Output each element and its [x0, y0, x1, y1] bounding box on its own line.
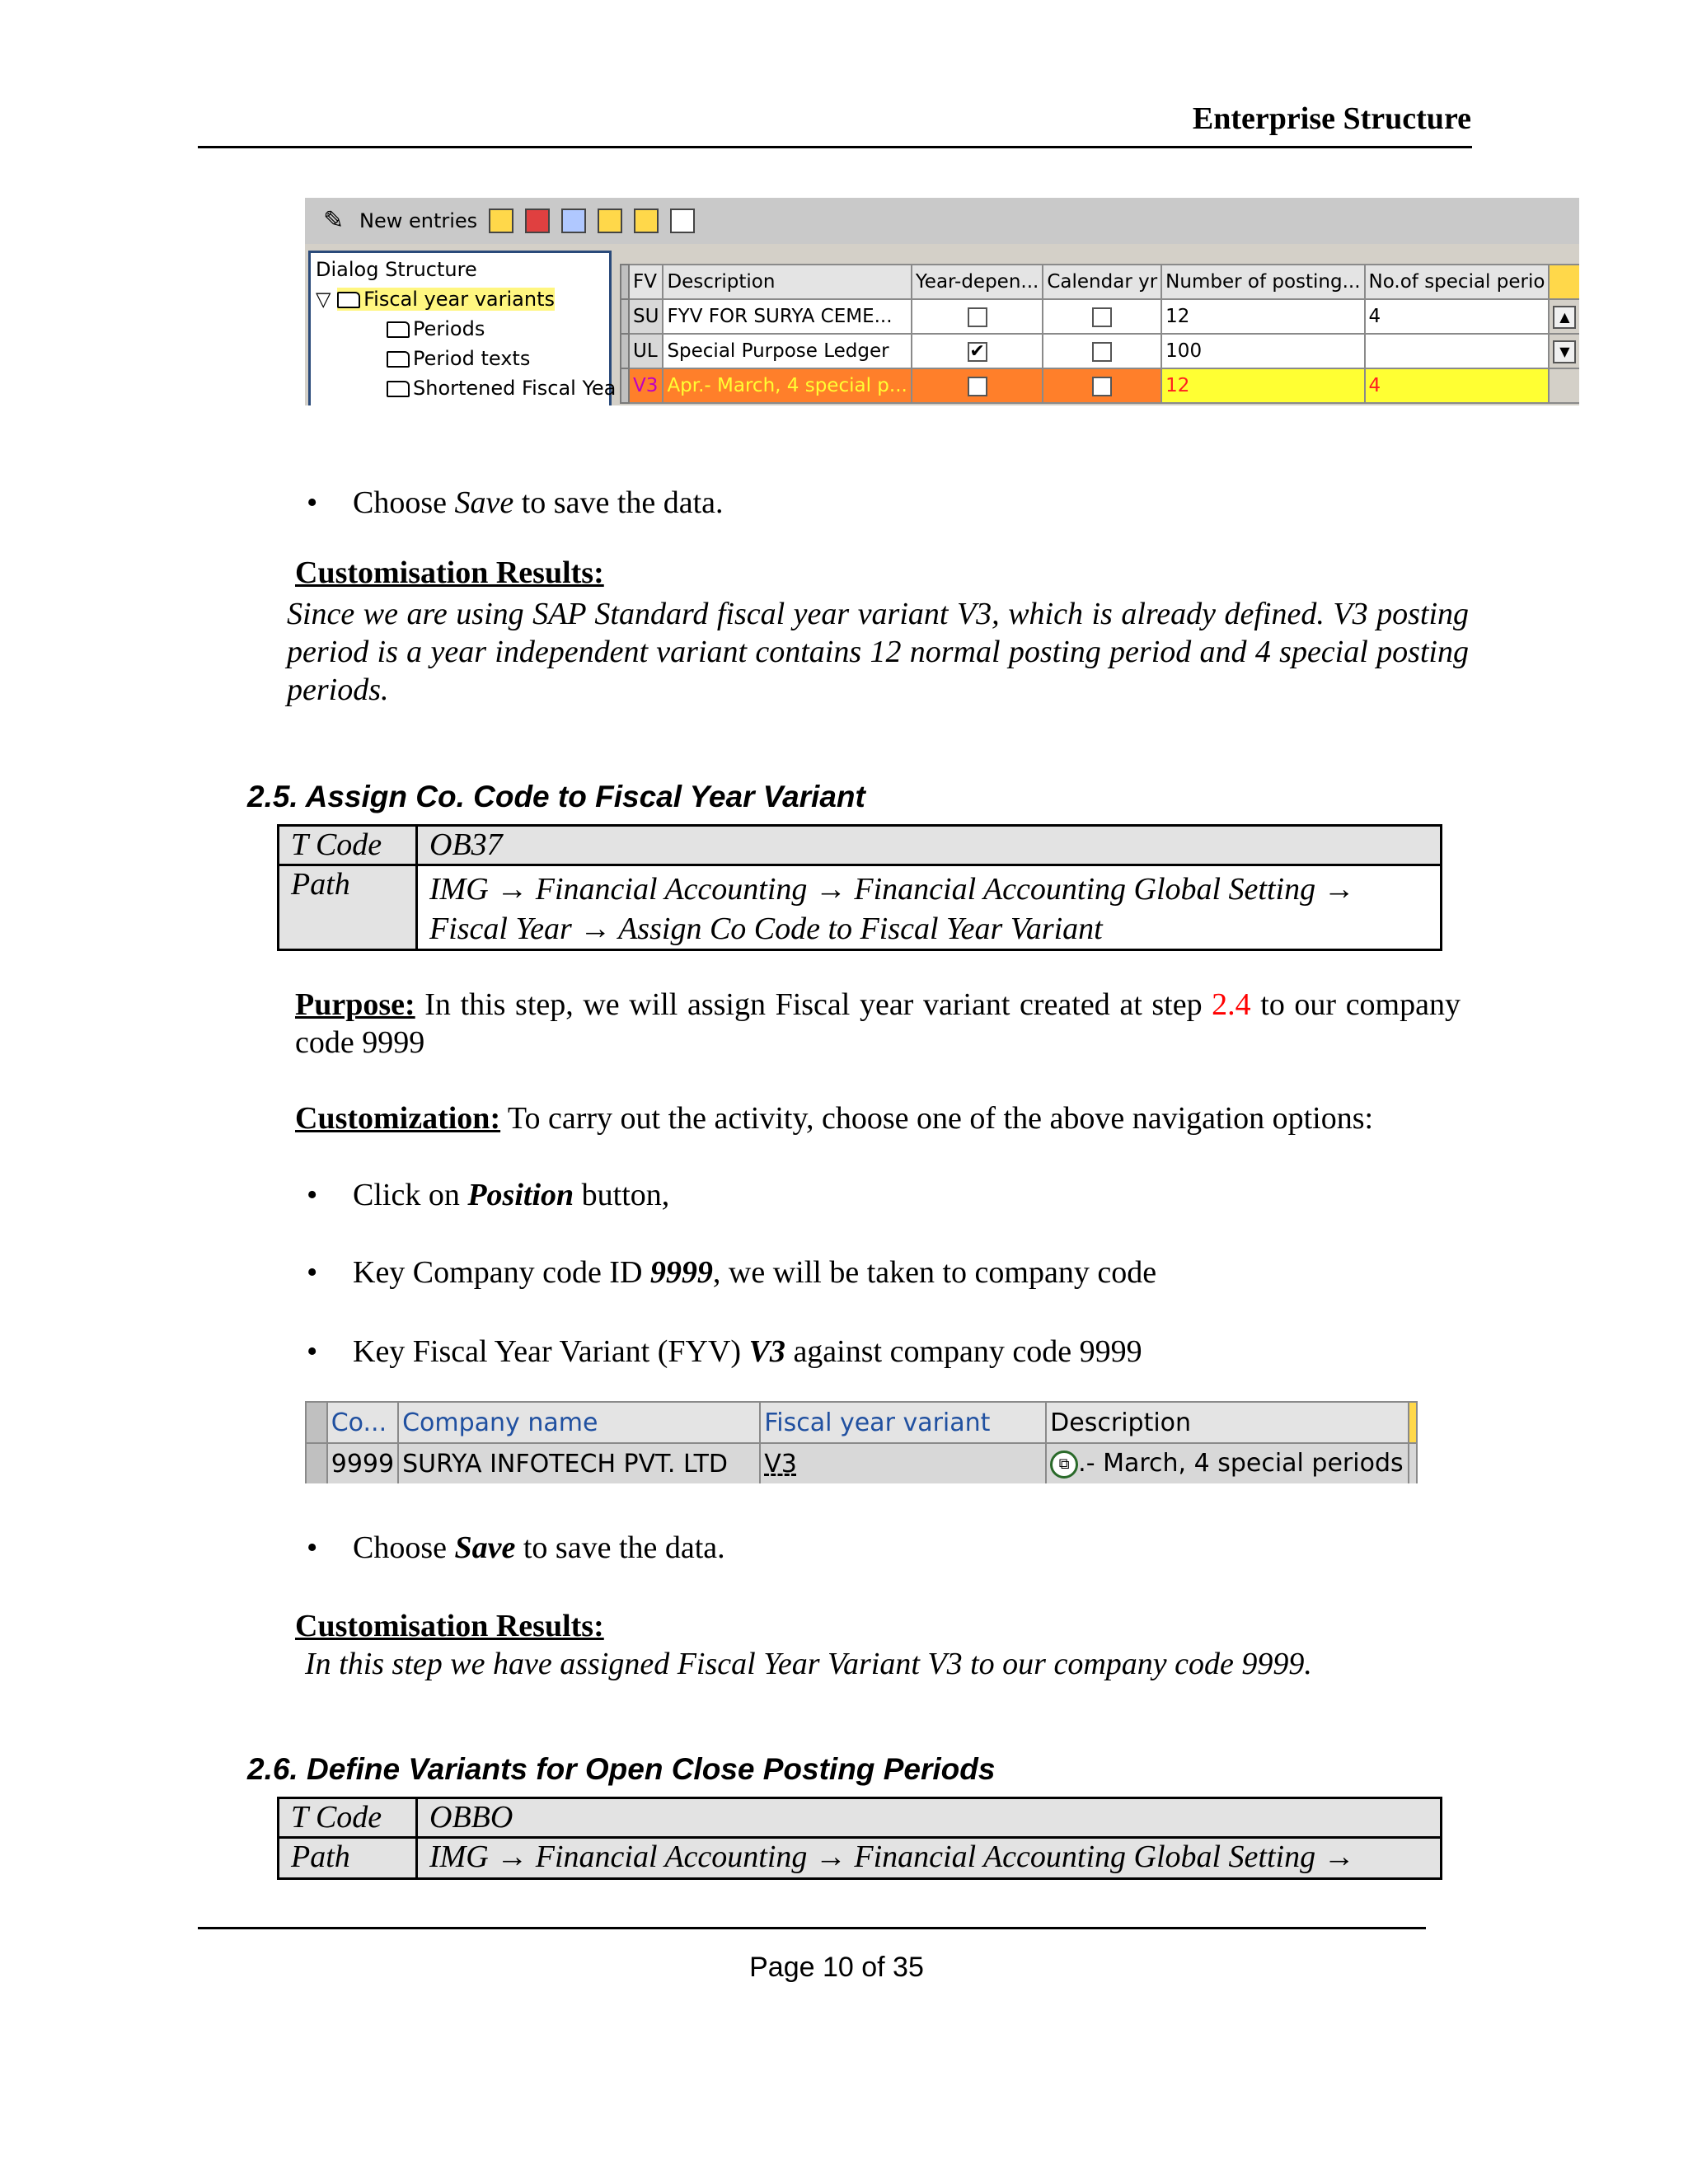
- select-block-icon[interactable]: [634, 209, 659, 233]
- step-reference-link[interactable]: 2.4: [1212, 987, 1251, 1022]
- results-heading-2: Customisation Results:: [295, 1609, 604, 1643]
- header-rule: [198, 146, 1472, 148]
- year-dependent-checkbox-checked[interactable]: ✔: [968, 342, 987, 362]
- cell-number-posting[interactable]: 100: [1161, 334, 1364, 368]
- column-settings-icon[interactable]: [1549, 265, 1579, 299]
- folder-icon: [387, 381, 410, 397]
- bullet-dot: •: [307, 485, 318, 520]
- cell-company-name[interactable]: SURYA INFOTECH PVT. LTD: [398, 1443, 760, 1483]
- scroll-down-icon[interactable]: ▼: [1553, 340, 1576, 363]
- cell-description[interactable]: Special Purpose Ledger: [663, 334, 911, 368]
- results-text-1: Since we are using SAP Standard fiscal year variant V3, which is already defined. V3 posting period is a year independent variant contains 12 normal posting period and 4 special posting periods.: [287, 597, 1469, 707]
- col-header-calendar-year[interactable]: Calendar yr: [1043, 265, 1161, 299]
- tree-item-periods[interactable]: Periods: [387, 314, 485, 344]
- footer-rule: [198, 1927, 1426, 1929]
- cell-description[interactable]: FYV FOR SURYA CEME...: [663, 299, 911, 334]
- tree-item-shortened-fiscal-year[interactable]: Shortened Fiscal Yea: [387, 373, 616, 403]
- table-row[interactable]: [306, 1443, 1417, 1483]
- dialog-structure-title: Dialog Structure: [316, 258, 477, 281]
- fiscal-variants-grid: [620, 264, 1579, 405]
- copy-icon[interactable]: [489, 209, 513, 233]
- table-row-selected[interactable]: [621, 368, 1579, 403]
- page-number: Page 10 of 35: [749, 1952, 924, 1983]
- cell-number-posting[interactable]: 12: [1161, 299, 1364, 334]
- tree-item-fiscal-year-variants[interactable]: ▽ Fiscal year variants: [316, 288, 555, 311]
- bullet-save-2: Choose Save to save the data.: [353, 1530, 725, 1565]
- vertical-scrollbar[interactable]: [1549, 368, 1579, 403]
- cell-fv[interactable]: SU: [629, 299, 663, 334]
- bullet-dot: •: [307, 1530, 318, 1565]
- col-header-company-code[interactable]: Co...: [327, 1402, 398, 1443]
- dialog-structure-tree: [308, 251, 617, 405]
- bullet-dot: •: [307, 1178, 318, 1212]
- bullet-position: Click on Position button,: [353, 1178, 670, 1212]
- section-title-2-6: 2.6. Define Variants for Open Close Posting Periods: [247, 1752, 996, 1786]
- value-help-icon[interactable]: ⧉: [1050, 1451, 1078, 1479]
- folder-icon: [387, 321, 410, 338]
- tcode-value: OB37: [417, 826, 1442, 865]
- path-label: Path: [279, 1838, 417, 1879]
- cell-description[interactable]: Apr.- March, 4 special p...: [663, 368, 911, 403]
- cell-special-periods[interactable]: 4: [1365, 368, 1550, 403]
- year-dependent-checkbox[interactable]: [968, 307, 987, 327]
- grid-header-row: [306, 1402, 1417, 1443]
- bullet-fiscal-year-variant: Key Fiscal Year Variant (FYV) V3 against company code 9999: [353, 1334, 1142, 1369]
- cell-fv[interactable]: V3: [629, 368, 663, 403]
- calendar-year-checkbox[interactable]: [1092, 377, 1112, 396]
- collapse-triangle-icon[interactable]: ▽: [316, 288, 331, 311]
- cell-fv[interactable]: UL: [629, 334, 663, 368]
- table-row[interactable]: [621, 299, 1579, 334]
- row-selector[interactable]: [621, 299, 629, 334]
- save-icon[interactable]: [525, 209, 550, 233]
- results-heading-1: Customisation Results:: [295, 555, 604, 590]
- bullet-save-1: Choose Save to save the data.: [353, 485, 724, 520]
- running-header: Enterprise Structure: [1192, 101, 1471, 136]
- cell-fiscal-year-variant[interactable]: V3: [760, 1443, 1046, 1483]
- folder-icon: [387, 351, 410, 368]
- folder-open-icon: [337, 292, 360, 308]
- cell-special-periods[interactable]: [1365, 334, 1550, 368]
- row-selector-header[interactable]: [306, 1402, 327, 1443]
- new-entries-button[interactable]: New entries: [359, 209, 478, 232]
- tcode-table-2-6: [277, 1797, 1442, 1880]
- path-label: Path: [279, 865, 417, 950]
- col-header-fv[interactable]: FV: [629, 265, 663, 299]
- bullet-dot: •: [307, 1255, 318, 1290]
- fiscal-year-variants-screenshot: [305, 198, 1579, 405]
- section-title-2-5: 2.5. Assign Co. Code to Fiscal Year Variant: [247, 780, 865, 813]
- calendar-year-checkbox[interactable]: [1092, 307, 1112, 327]
- col-header-special-periods[interactable]: No.of special perio: [1365, 265, 1550, 299]
- row-selector[interactable]: [621, 334, 629, 368]
- purpose-paragraph: Purpose: In this step, we will assign Fiscal year variant created at step 2.4 to our company code 9999: [295, 987, 1461, 1060]
- bullet-company-code: Key Company code ID 9999, we will be taken to company code: [353, 1255, 1157, 1290]
- col-header-description[interactable]: Description: [663, 265, 911, 299]
- row-selector[interactable]: [621, 368, 629, 403]
- customization-paragraph: Customization: To carry out the activity, choose one of the above navigation options:: [295, 1101, 1374, 1136]
- cell-company-code[interactable]: 9999: [327, 1443, 398, 1483]
- col-header-description[interactable]: Description: [1046, 1402, 1409, 1443]
- tcode-label: T Code: [279, 826, 417, 865]
- path-value: IMG → Financial Accounting → Financial Accounting Global Setting → Fiscal Year → Assign Co Code to Fiscal Year Variant: [417, 865, 1442, 950]
- assign-fyv-screenshot: [305, 1401, 1418, 1483]
- undo-icon[interactable]: [561, 209, 586, 233]
- deselect-all-icon[interactable]: [670, 209, 695, 233]
- col-header-company-name[interactable]: Company name: [398, 1402, 760, 1443]
- row-selector-header[interactable]: [621, 265, 629, 299]
- col-header-year-dependent[interactable]: Year-depen...: [912, 265, 1043, 299]
- tcode-value: OBBO: [417, 1798, 1442, 1838]
- table-row[interactable]: [621, 334, 1579, 368]
- cell-description: ⧉ .- March, 4 special periods: [1046, 1443, 1409, 1483]
- calendar-year-checkbox[interactable]: [1092, 342, 1112, 362]
- cell-special-periods[interactable]: 4: [1365, 299, 1550, 334]
- tcode-table-2-5: [277, 824, 1442, 951]
- path-value: IMG → Financial Accounting → Financial Accounting Global Setting →: [417, 1838, 1442, 1879]
- grid-header-row: [621, 265, 1579, 299]
- edit-pen-icon[interactable]: ✎: [323, 206, 345, 235]
- row-selector[interactable]: [306, 1443, 327, 1483]
- year-dependent-checkbox[interactable]: [968, 377, 987, 396]
- col-header-number-posting[interactable]: Number of posting...: [1161, 265, 1364, 299]
- cell-number-posting[interactable]: 12: [1161, 368, 1364, 403]
- tree-item-period-texts[interactable]: Period texts: [387, 344, 530, 373]
- scroll-up-icon[interactable]: ▲: [1553, 306, 1576, 329]
- select-all-icon[interactable]: [598, 209, 622, 233]
- sap-toolbar: [305, 198, 1579, 244]
- tcode-label: T Code: [279, 1798, 417, 1838]
- results-text-2: In this step we have assigned Fiscal Year Variant V3 to our company code 9999.: [305, 1647, 1312, 1681]
- col-header-fiscal-year-variant[interactable]: Fiscal year variant: [760, 1402, 1046, 1443]
- bullet-dot: •: [307, 1334, 318, 1369]
